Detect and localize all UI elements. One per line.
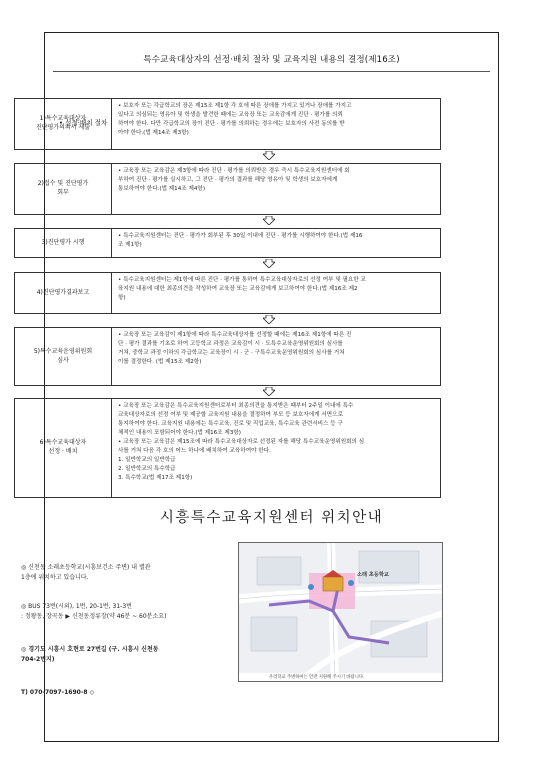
step-line: 3. 특수학교(법 제17조 제1항) xyxy=(118,475,193,482)
procedure-step xyxy=(14,98,441,150)
phone-number: T) 070-7097-1690-8 ◇ xyxy=(21,689,95,696)
step-line: • 특수교육지원센터는 제1항에 따른 진단 · 평가를 통하여 특수교육대상자로의 선정 여부 및 필요한 교 xyxy=(118,277,366,283)
step-line: 항) xyxy=(118,295,126,302)
location-line-2: 1층에 위치하고 있습니다. xyxy=(21,574,89,582)
section-label: • 선정·배치 절차 xyxy=(59,119,108,127)
page-title: 특수교육대상자의 선정·배치 절차 및 교육지원 내용의 결정(제16조) xyxy=(143,55,400,65)
bus-line-2: : 정왕동, 장곡동 ▶ 신천동정류장(약 46분 ~ 60분소요) xyxy=(21,613,167,621)
address-line-1: ◎ 경기도 시흥시 호현로 27번길 (구. 시흥시 신천동 xyxy=(21,646,159,653)
step-line: 2. 일반학교의 특수학급 xyxy=(118,466,176,473)
bus-info xyxy=(21,602,166,622)
map-footer-note: 우리학교 주변하여는 안전 지원해 주시기 바랍니다. xyxy=(269,675,365,680)
address-info xyxy=(21,645,159,665)
step-content xyxy=(112,328,440,385)
step-line: • 교육장 또는 교육감은 제15조에 따라 특수교육대상자로 선정된 자를 해당 특수교육운영위원회의 심 xyxy=(118,439,365,446)
step-line: 이를 결정한다. (법 제15조 제2항) xyxy=(118,359,202,366)
down-arrow-icon xyxy=(263,315,275,324)
step-content xyxy=(112,99,440,149)
step-line: 1. 일반학교의 일반학급 xyxy=(118,457,176,464)
step-label: 4)진단평가결과보고 xyxy=(15,273,112,313)
school-label: 소래 초등학교 xyxy=(357,572,389,578)
procedure-step xyxy=(14,398,441,498)
map-drawing xyxy=(239,543,443,682)
step-label: 6)특수교육대상자 선정 · 배치 xyxy=(15,399,112,497)
step-content xyxy=(112,229,440,257)
step-content xyxy=(112,273,440,313)
step-line: • 보호자 또는 각급학교의 장은 제15조 제1항 각 호에 따른 장애를 가지고 있거나 장애를 가지고 xyxy=(118,103,352,109)
bus-line-1: ◎ BUS 73번(시외), 1번, 20-1번, 31-3번 xyxy=(21,603,132,610)
step-label: 5)특수교육운영위원회 심사 xyxy=(15,328,112,385)
step-line: 육지원 내용에 대한 최종의견을 작성하여 교육장 또는 교육감에게 보고하여야 한다.(법 제16조 제2 xyxy=(118,286,358,293)
step-line: 있다고 의심되는 영유아 및 학생을 발견한 때에는 교육장 또는 교육감에게 진단 · 평가를 의뢰 xyxy=(118,112,343,119)
step-line: 체적인 내용이 포함되어야 한다.(법 제16조 제3항) xyxy=(118,430,241,437)
step-line: • 교육장 또는 교육감은 특수교육지원센터로부터 최종의견을 통지받은 때부터 2주일 이내에 특수 xyxy=(118,403,354,409)
down-arrow-icon xyxy=(263,151,275,160)
step-line: 통보하여야 한다.(법 제14조 제4항) xyxy=(118,186,205,193)
step-line: 아야 한다.(법 제14조 제3항) xyxy=(118,130,189,137)
location-map xyxy=(238,542,443,682)
step-line: 교육대상자로의 선정 여부 및 제공할 교육지원 내용을 결정하여 부모 등 보호자에게 서면으로 xyxy=(118,412,343,419)
address-line-2: 704-2번지) xyxy=(21,656,55,664)
step-line: 단 · 평가 결과를 기초로 하여 고등학교 과정은 교육감이 시 · 도특수교육운영위원회의 심사를 xyxy=(118,341,343,348)
procedure-step xyxy=(14,163,441,215)
down-arrow-icon xyxy=(263,387,275,396)
step-line: 사를 거쳐 다음 각 호의 어느 하나에 배치하여 교육하여야 한다. xyxy=(118,448,271,455)
down-arrow-icon xyxy=(263,259,275,268)
step-label: 1)특수교육대상자 진단평가의뢰서 제출 xyxy=(15,99,112,149)
center-title: 시흥특수교육지원센터 위치안내 xyxy=(159,510,384,526)
step-line: 부하여 진단 · 평가를 실시하고, 그 진단 · 평가의 결과를 해당 영유아 및 학생의 보호자에게 xyxy=(118,177,338,184)
down-arrow-icon xyxy=(263,216,275,225)
step-label: 3)진단평가 시행 xyxy=(15,229,112,257)
step-content xyxy=(112,399,440,497)
step-line: • 특수교육지원센터는 진단 · 평가가 회부된 후 30일 이내에 진단 · 평가를 시행하여야 한다.(법 제16 xyxy=(118,233,363,239)
procedure-step xyxy=(14,327,441,386)
step-line: 하여야 한다. 다만 각급학교의 장이 진단 · 평가를 의뢰하는 경우에는 보호자의 사전 동의를 받 xyxy=(118,121,345,128)
step-label: 2)접수 및 진단평가 회부 xyxy=(15,164,112,214)
step-line: 통지하여야 한다. 교육지원 내용에는 특수교육, 진로 및 직업교육, 특수교육 관련서비스 등 구 xyxy=(118,421,343,428)
procedure-step xyxy=(14,272,441,314)
step-line: 조 제1항) xyxy=(118,242,142,249)
procedure-step xyxy=(14,228,441,258)
step-line: 거쳐, 중학교 과정 이하의 각급학교는 교육장이 시 · 군 · 구특수교육운영위원회의 심사를 거쳐 xyxy=(118,350,345,357)
step-content xyxy=(112,164,440,214)
step-line: • 교육장 또는 교육감은 제3항에 따라 진단 · 평가를 의뢰받은 경우 즉시 특수교육지원센터에 회 xyxy=(118,168,350,174)
step-line: • 교육장 또는 교육감이 제1항에 따라 특수교육대상자를 선정할 때에는 제16조 제1항에 따른 진 xyxy=(118,332,352,338)
title-divider xyxy=(53,71,490,72)
location-line-1: ◎ 신천동 소래초등학교(시흥보건소 주변) 내 별관 xyxy=(21,564,151,571)
location-info xyxy=(21,563,151,583)
